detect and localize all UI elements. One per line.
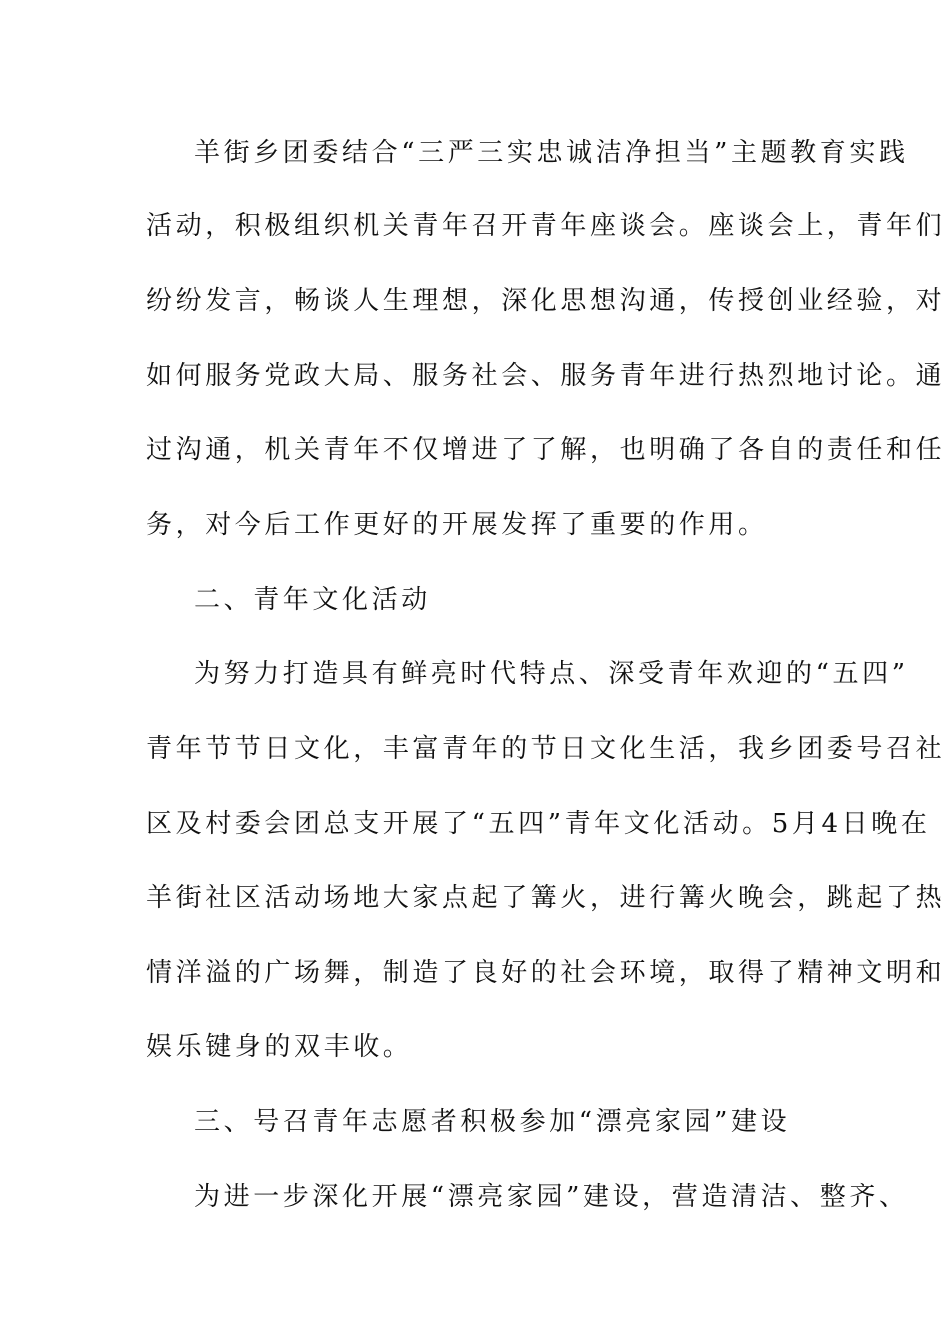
section-heading-3: 三、号召青年志愿者积极参加“漂亮家园”建设 (194, 1107, 791, 1137)
paragraph-1-line-3: 纷纷发言，畅谈人生理想，深化思想沟通，传授创业经验，对 (146, 286, 946, 316)
paragraph-2-line-6: 娱乐键身的双丰收。 (146, 1032, 413, 1062)
paragraph-2-line-3: 区及村委会团总支开展了“五四”青年文化活动。5月4日晚在 (146, 809, 931, 839)
paragraph-2-line-1: 为努力打造具有鲜亮时代特点、深受青年欢迎的“五四” (194, 659, 909, 689)
paragraph-1-line-2: 活动，积极组织机关青年召开青年座谈会。座谈会上，青年们 (146, 211, 946, 241)
paragraph-1-line-5: 过沟通，机关青年不仅增进了了解，也明确了各自的责任和任 (146, 435, 946, 465)
paragraph-1-line-4: 如何服务党政大局、服务社会、服务青年进行热烈地讨论。通 (146, 361, 946, 391)
paragraph-2-line-5: 情洋溢的广场舞，制造了良好的社会环境，取得了精神文明和 (146, 958, 946, 988)
paragraph-2-line-4: 羊街社区活动场地大家点起了篝火，进行篝火晚会，跳起了热 (146, 883, 946, 913)
paragraph-1-line-6: 务，对今后工作更好的开展发挥了重要的作用。 (146, 510, 768, 540)
paragraph-3-line-1: 为进一步深化开展“漂亮家园”建设，营造清洁、整齐、 (194, 1182, 909, 1212)
section-heading-2: 二、青年文化活动 (194, 585, 431, 615)
paragraph-2-line-2: 青年节节日文化，丰富青年的节日文化生活，我乡团委号召社 (146, 734, 946, 764)
paragraph-1-line-1: 羊街乡团委结合“三严三实忠诚洁净担当”主题教育实践 (194, 138, 909, 168)
